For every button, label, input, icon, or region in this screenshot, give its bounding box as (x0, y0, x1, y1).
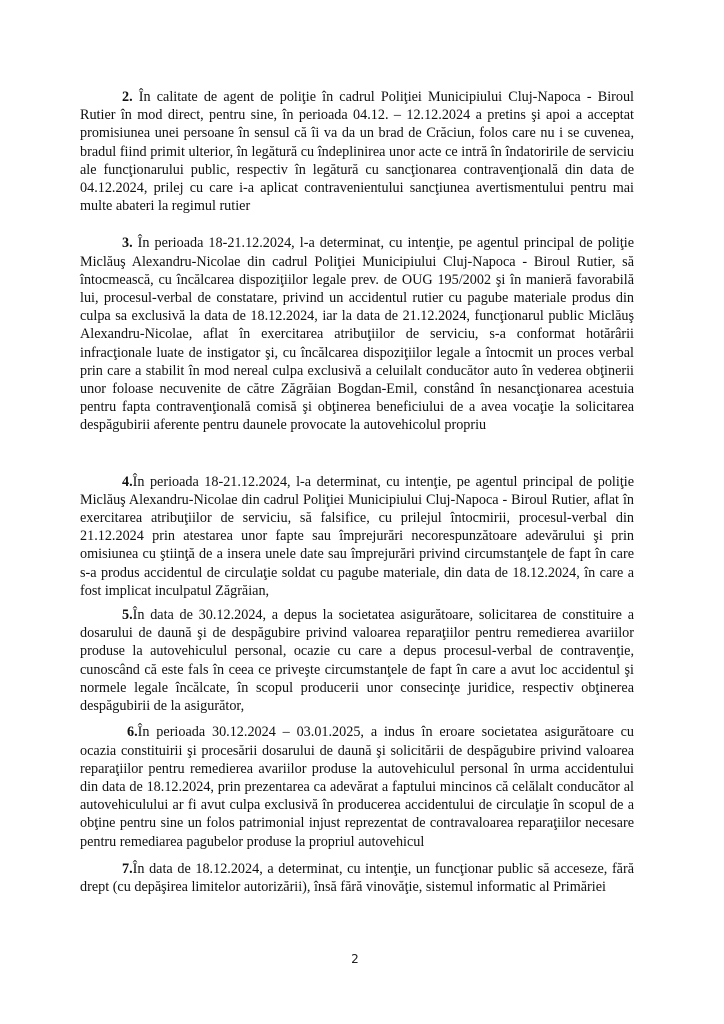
page-number: 2 (351, 952, 359, 966)
paragraph-number: 6. (127, 724, 138, 741)
paragraph-6 (80, 723, 634, 850)
paragraph-text: În data de 18.12.2024, a determinat, cu intenţie, un funcţionar public să acceseze, fără drept (cu depăşirea limitelor autorizării), însă fără vinovăţie, sistemul informatic al Primăriei (80, 860, 634, 895)
paragraph-text: În perioada 18-21.12.2024, l-a determinat, cu intenţie, pe agentul principal de poliţie Miclăuş Alexandru-Nicolae din cadrul Poliţiei Municipiului Cluj-Napoca - Biroul Rutier, aflat în exercitarea atribuţiilor de serviciu, să falsifice, cu prilejul întocmirii, procesul-verbal din 21.12.2024 prin atestarea unor fapte sau împrejurări necorespunzătoare adevărului şi prin omisiunea cu ştiinţă de a insera unele date sau împrejurări privind circumstanţele de fapt în care s-a produs accidentul de circulaţie soldat cu pagube materiale, din data de 18.12.2024, în care a fost implicat inculpatul Zăgrăian, (80, 473, 634, 599)
paragraph-text: În perioada 18-21.12.2024, l-a determinat, cu intenţie, pe agentul principal de poliţie Miclăuş Alexandru-Nicolae din cadrul Poliţiei Municipiului Cluj-Napoca - Biroul Rutier, să întocmească, cu încălcarea dispoziţiilor legale prev. de OUG 195/2002 şi în manieră favorabilă lui, procesul-verbal de constatare, privind un accidentul rutier cu pagube materiale produs din culpa sa exclusivă la data de 18.12.2024, iar la data de 21.12.2024, funcţionarul public Miclăuş Alexandru-Nicolae, aflat în exercitarea atribuţiilor de serviciu, s-a conformat hotărârii infracţionale luate de instigator şi, cu încălcarea dispoziţiilor legale a întocmit un proces verbal prin care a stabilit în mod nereal culpa exclusivă a celuilalt conducător auto în vederea obţinerii unor foloase necuvenite de către Zăgrăian Bogdan-Emil, constând în nesancţionarea acestuia pentru fapta contravenţională comisă şi obţinerea beneficiului de a avea vocaţie la solicitarea despăgubirii aferente pentru daunele provocate la autovehicolul propriu (80, 235, 634, 434)
paragraph-number: 7. (122, 860, 133, 877)
paragraph-3 (80, 234, 634, 434)
paragraph-7 (80, 860, 634, 896)
paragraph-4 (80, 473, 634, 600)
paragraph-text: În data de 30.12.2024, a depus la societatea asigurătoare, solicitarea de constituire a dosarului de daună şi de despăgubire privind valoarea reparaţiilor pentru remedierea avariilor produse la autovehiculul personal, ocazie cu care a depus procesul-verbal de contravenţie, cunoscând că este fals în ceea ce priveşte circumstanţele de fapt în care a avut loc accidentul şi normele legale încălcate, în scopul producerii unor consecinţe juridice, respectiv obţinerea despăgubirii de la asigurător, (80, 607, 634, 715)
paragraph-number: 5. (122, 607, 133, 624)
paragraph-number: 3. (122, 235, 133, 252)
paragraph-text: În perioada 30.12.2024 – 03.01.2025, a indus în eroare societatea asigurătoare cu ocazia constituirii şi procesării dosarului de daună şi solicitării de despăgubire privind valoarea reparaţiilor pentru remedierea avariilor produse la autovehiculul personal în urma accidentului din data de 18.12.2024, prin prezentarea ca adevărat a faptului mincinos că celălalt conducător al autovehiculului ar fi avut culpa exclusivă în producerea accidentului de circulaţie în scopul de a obţine pentru sine un folos patrimonial injust reprezentat de contravaloarea reparaţiilor necesare pentru remediarea pagubelor produse la propriul autovehicul (80, 724, 634, 850)
paragraph-number: 4. (122, 473, 133, 490)
paragraph-2 (80, 88, 634, 215)
paragraph-text: În calitate de agent de poliţie în cadrul Poliţiei Municipiului Cluj-Napoca - Biroul Rutier în mod direct, pentru sine, în perioada 04.12. – 12.12.2024 a pretins şi apoi a acceptat promisiunea unei persoane în sensul că îi va da un brad de Crăciun, folos care nu i se cuvenea, bradul fiind primit ulterior, în legătură cu îndeplinirea unor acte ce intră în îndatoririle de serviciu ale funcţionarului public, respectiv în legătură cu sancţionarea contravenţională din data de 04.12.2024, prilej cu care i-a aplicat contravenientului sancţiunea avertismentului pentru mai multe abateri la regimul rutier (80, 89, 634, 215)
document-body (80, 88, 634, 896)
paragraph-number: 2. (122, 89, 133, 105)
paragraph-5 (80, 606, 634, 715)
